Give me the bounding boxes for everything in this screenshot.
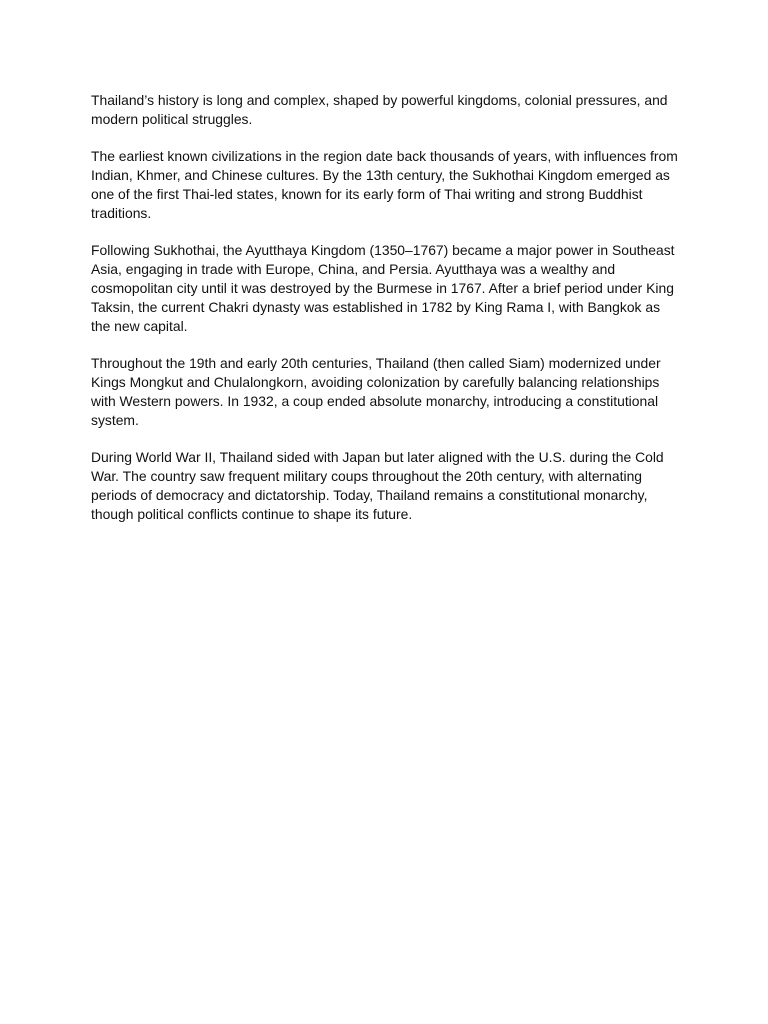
paragraph-modernization: Throughout the 19th and early 20th centuries, Thailand (then called Siam) modernized under Kings Mongkut and Chulalongkorn, avoiding colonization by carefully balancing relationships with Western powers. In 1932, a coup ended absolute monarchy, introducing a constitutional system. xyxy=(91,355,661,428)
paragraph-ayutthaya: Following Sukhothai, the Ayutthaya Kingdom (1350–1767) became a major power in Southeast Asia, engaging in trade with Europe, China, and Persia. Ayutthaya was a wealthy and cosmopolitan city until it was destroyed by the Burmese in 1767. After a brief period under King Taksin, the current Chakri dynasty was established in 1782 by King Rama I, with Bangkok as the new capital. xyxy=(91,242,675,334)
paragraph-modern-era: During World War II, Thailand sided with Japan but later aligned with the U.S. during the Cold War. The country saw frequent military coups throughout the 20th century, with alternating periods of democracy and dictatorship. Today, Thailand remains a constitutional monarchy, though political conflicts continue to shape its future. xyxy=(91,449,664,522)
paragraph-early-civilizations: The earliest known civilizations in the region date back thousands of years, with influences from Indian, Khmer, and Chinese cultures. By the 13th century, the Sukhothai Kingdom emerged as one of the first Thai-led states, known for its early form of Thai writing and strong Buddhist traditions. xyxy=(91,148,678,221)
paragraph-intro: Thailand’s history is long and complex, shaped by powerful kingdoms, colonial pressures, and modern political struggles. xyxy=(91,92,668,127)
document-body xyxy=(91,91,681,542)
